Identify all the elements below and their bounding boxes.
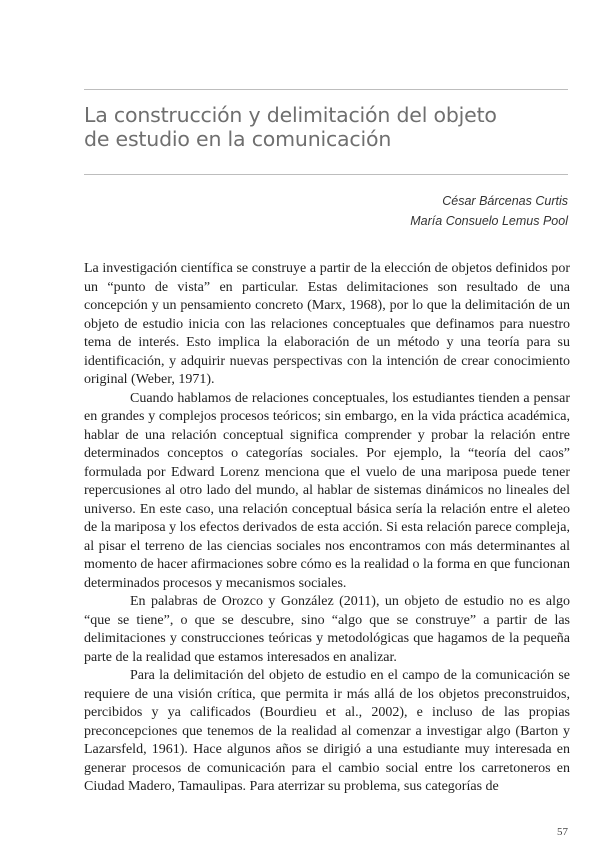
author-name: María Consuelo Lemus Pool [410,214,568,228]
page-number: 57 [557,826,568,838]
chapter-title-line-2: de estudio en la comunicación [84,127,392,151]
paragraph: La investigación científica se construye a partir de la elección de objetos definidos por un “punto de vista” en particular. Estas delimitaciones son resultado de una concepción y un pensamiento concreto (Marx, 1968), por lo que la delimitación de un objeto de estudio inicia con las relaciones conceptuales que definamos para nuestro tema de interés. Esto implica la elaboración de un método y una teoría para su identificación, y adquirir nuevas perspectivas con la intención de crear conocimiento original (Weber, 1971). [84,261,570,387]
paragraph: Cuando hablamos de relaciones conceptuales, los estudiantes tienden a pensar en grandes y complejos procesos teóricos; sin embargo, en la vida práctica académica, hablar de una relación conceptual significa comprender y probar la relación entre determinados conceptos o categorías sociales. Por ejemplo, la “teoría del caos” formulada por Edward Lorenz menciona que el vuelo de una mariposa puede tener repercusiones al otro lado del mundo, al hablar de sistemas dinámicos no lineales del universo. En este caso, una relación conceptual básica sería la relación entre el aleteo de la mariposa y los efectos derivados de esta acción. Si esta relación parece compleja, al pisar el terreno de las ciencias sociales nos encontramos con más determinantes al momento de hacer afirmaciones sobre cómo es la realidad o la forma en que funcionan determinados procesos y mecanismos sociales. [84,390,570,591]
paragraph: En palabras de Orozco y González (2011), un objeto de estudio no es algo “que se tiene”, o que se descubre, sino “algo que se construye” a partir de las delimitaciones y construcciones teóricas y metodológicas que hagamos de la pequeña parte de la realidad que estamos interesados en analizar. [84,594,570,665]
chapter-title [84,103,564,151]
author-name: César Bárcenas Curtis [442,194,568,208]
chapter-title-line-1: La construcción y delimitación del objeto [84,103,497,127]
title-bottom-rule [84,174,568,175]
title-top-rule [84,89,568,90]
paragraph: Para la delimitación del objeto de estudio en el campo de la comunicación se requiere de una visión crítica, que permita ir más allá de los objetos preconstruidos, percibidos y ya calificados (Bourdieu et al., 2002), e incluso de las propias preconcepciones que tenemos de la realidad al comenzar a investigar algo (Barton y Lazarsfeld, 1961). Hace algunos años se dirigió a una estudiante muy interesada en generar procesos de comunicación para el cambio social entre los carretoneros en Ciudad Madero, Tamaulipas. Para aterrizar su problema, sus categorías de [84,668,570,794]
author-list [410,191,568,231]
body-text [84,260,570,797]
